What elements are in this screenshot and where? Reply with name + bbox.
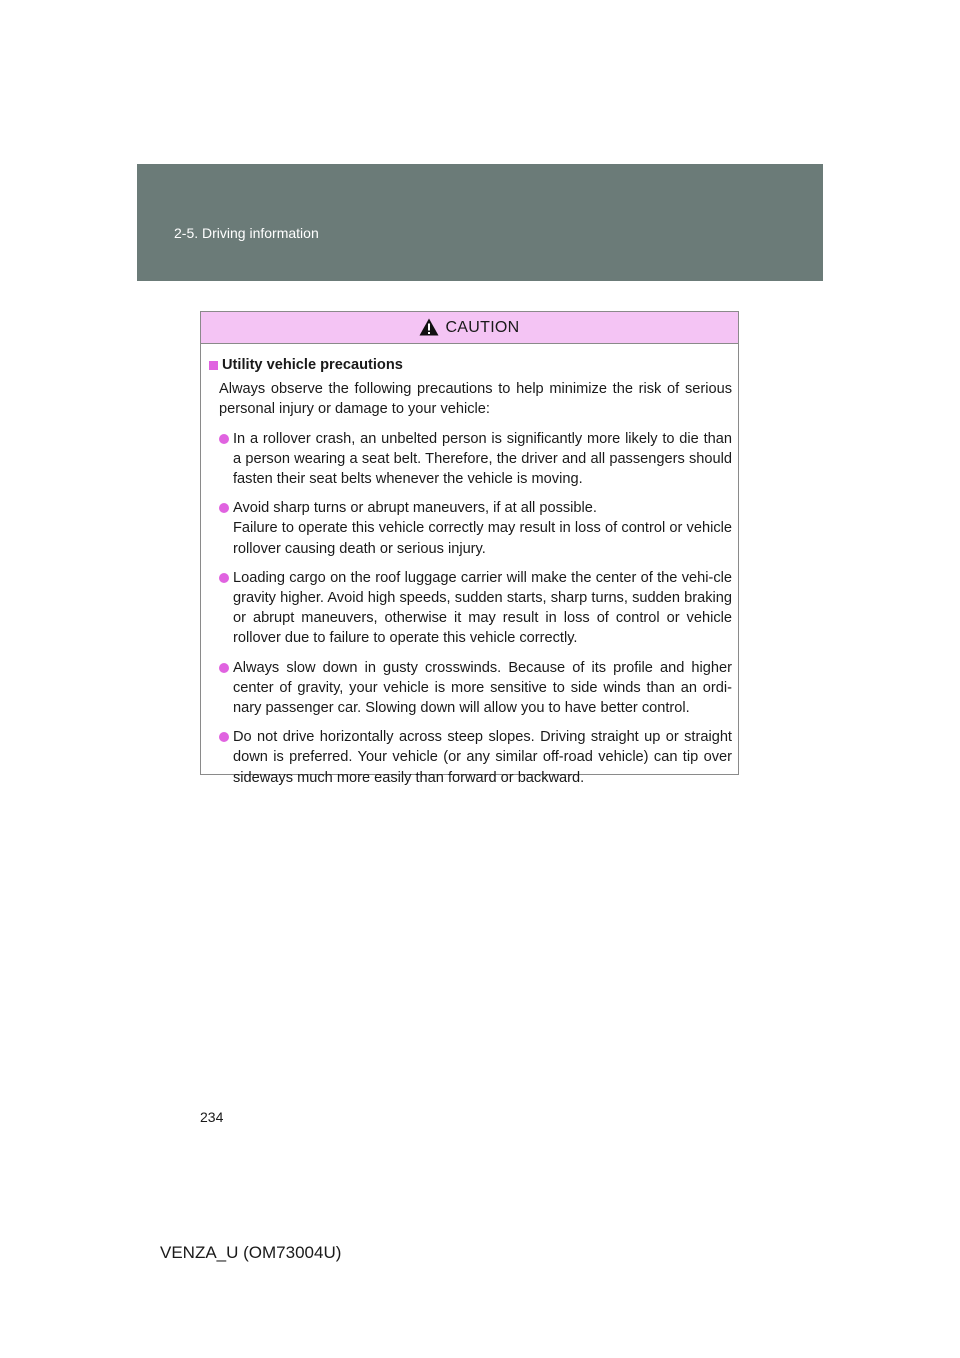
topic-text: Utility vehicle precautions — [222, 357, 403, 373]
warning-triangle-icon — [419, 318, 439, 336]
square-marker-icon — [209, 361, 218, 370]
caution-box — [200, 311, 739, 786]
caution-title: CAUTION — [445, 318, 520, 336]
topic-heading — [209, 355, 732, 375]
bullet-text-line2: Failure to operate this vehicle correctly may result in loss of control or vehicle rollover causing death or serious injury. — [233, 520, 732, 557]
bullet-text: Loading cargo on the roof luggage carrier will make the center of the vehi-cle gravity higher. Avoid high speeds, sudden starts, sharp turns, sudden braking or abrupt maneuvers, otherwise it may result in loss of control or vehicle rollover due to failure to operate this vehicle correctly. — [233, 569, 732, 647]
circle-bullet-icon — [219, 503, 229, 513]
section-label: 2-5. Driving information — [174, 225, 319, 241]
list-item — [219, 727, 732, 788]
circle-bullet-icon — [219, 732, 229, 742]
page-number: 234 — [200, 1109, 224, 1125]
list-item — [219, 429, 732, 490]
document-code: VENZA_U (OM73004U) — [160, 1243, 342, 1262]
bullet-text: Do not drive horizontally across steep slopes. Driving straight up or straight down is preferred. Your vehicle (or any similar off-road vehicle) can tip over sideways much more easily than forward or backward. — [233, 729, 732, 786]
intro-text: Always observe the following precautions to help minimize the risk of serious personal injury or damage to your vehicle: — [219, 381, 732, 418]
bullet-text: In a rollover crash, an unbelted person is significantly more likely to die than a person wearing a seat belt. Therefore, the driver and all passengers should fasten their seat belts whenever the vehicle is moving. — [233, 430, 732, 488]
caution-header — [201, 312, 738, 344]
circle-bullet-icon — [219, 573, 229, 583]
bullet-text: Always slow down in gusty crosswinds. Because of its profile and higher center of gravity, your vehicle is more sensitive to side winds than an ordi-nary passenger car. Slowing down will allow you to have better control. — [233, 659, 732, 717]
list-item — [219, 658, 732, 719]
caution-body — [201, 344, 738, 788]
list-item — [219, 498, 732, 559]
header-bar — [137, 164, 823, 281]
circle-bullet-icon — [219, 434, 229, 444]
list-item — [219, 568, 732, 649]
bullet-text-line1: Avoid sharp turns or abrupt maneuvers, if at all possible. — [233, 500, 597, 517]
circle-bullet-icon — [219, 663, 229, 673]
